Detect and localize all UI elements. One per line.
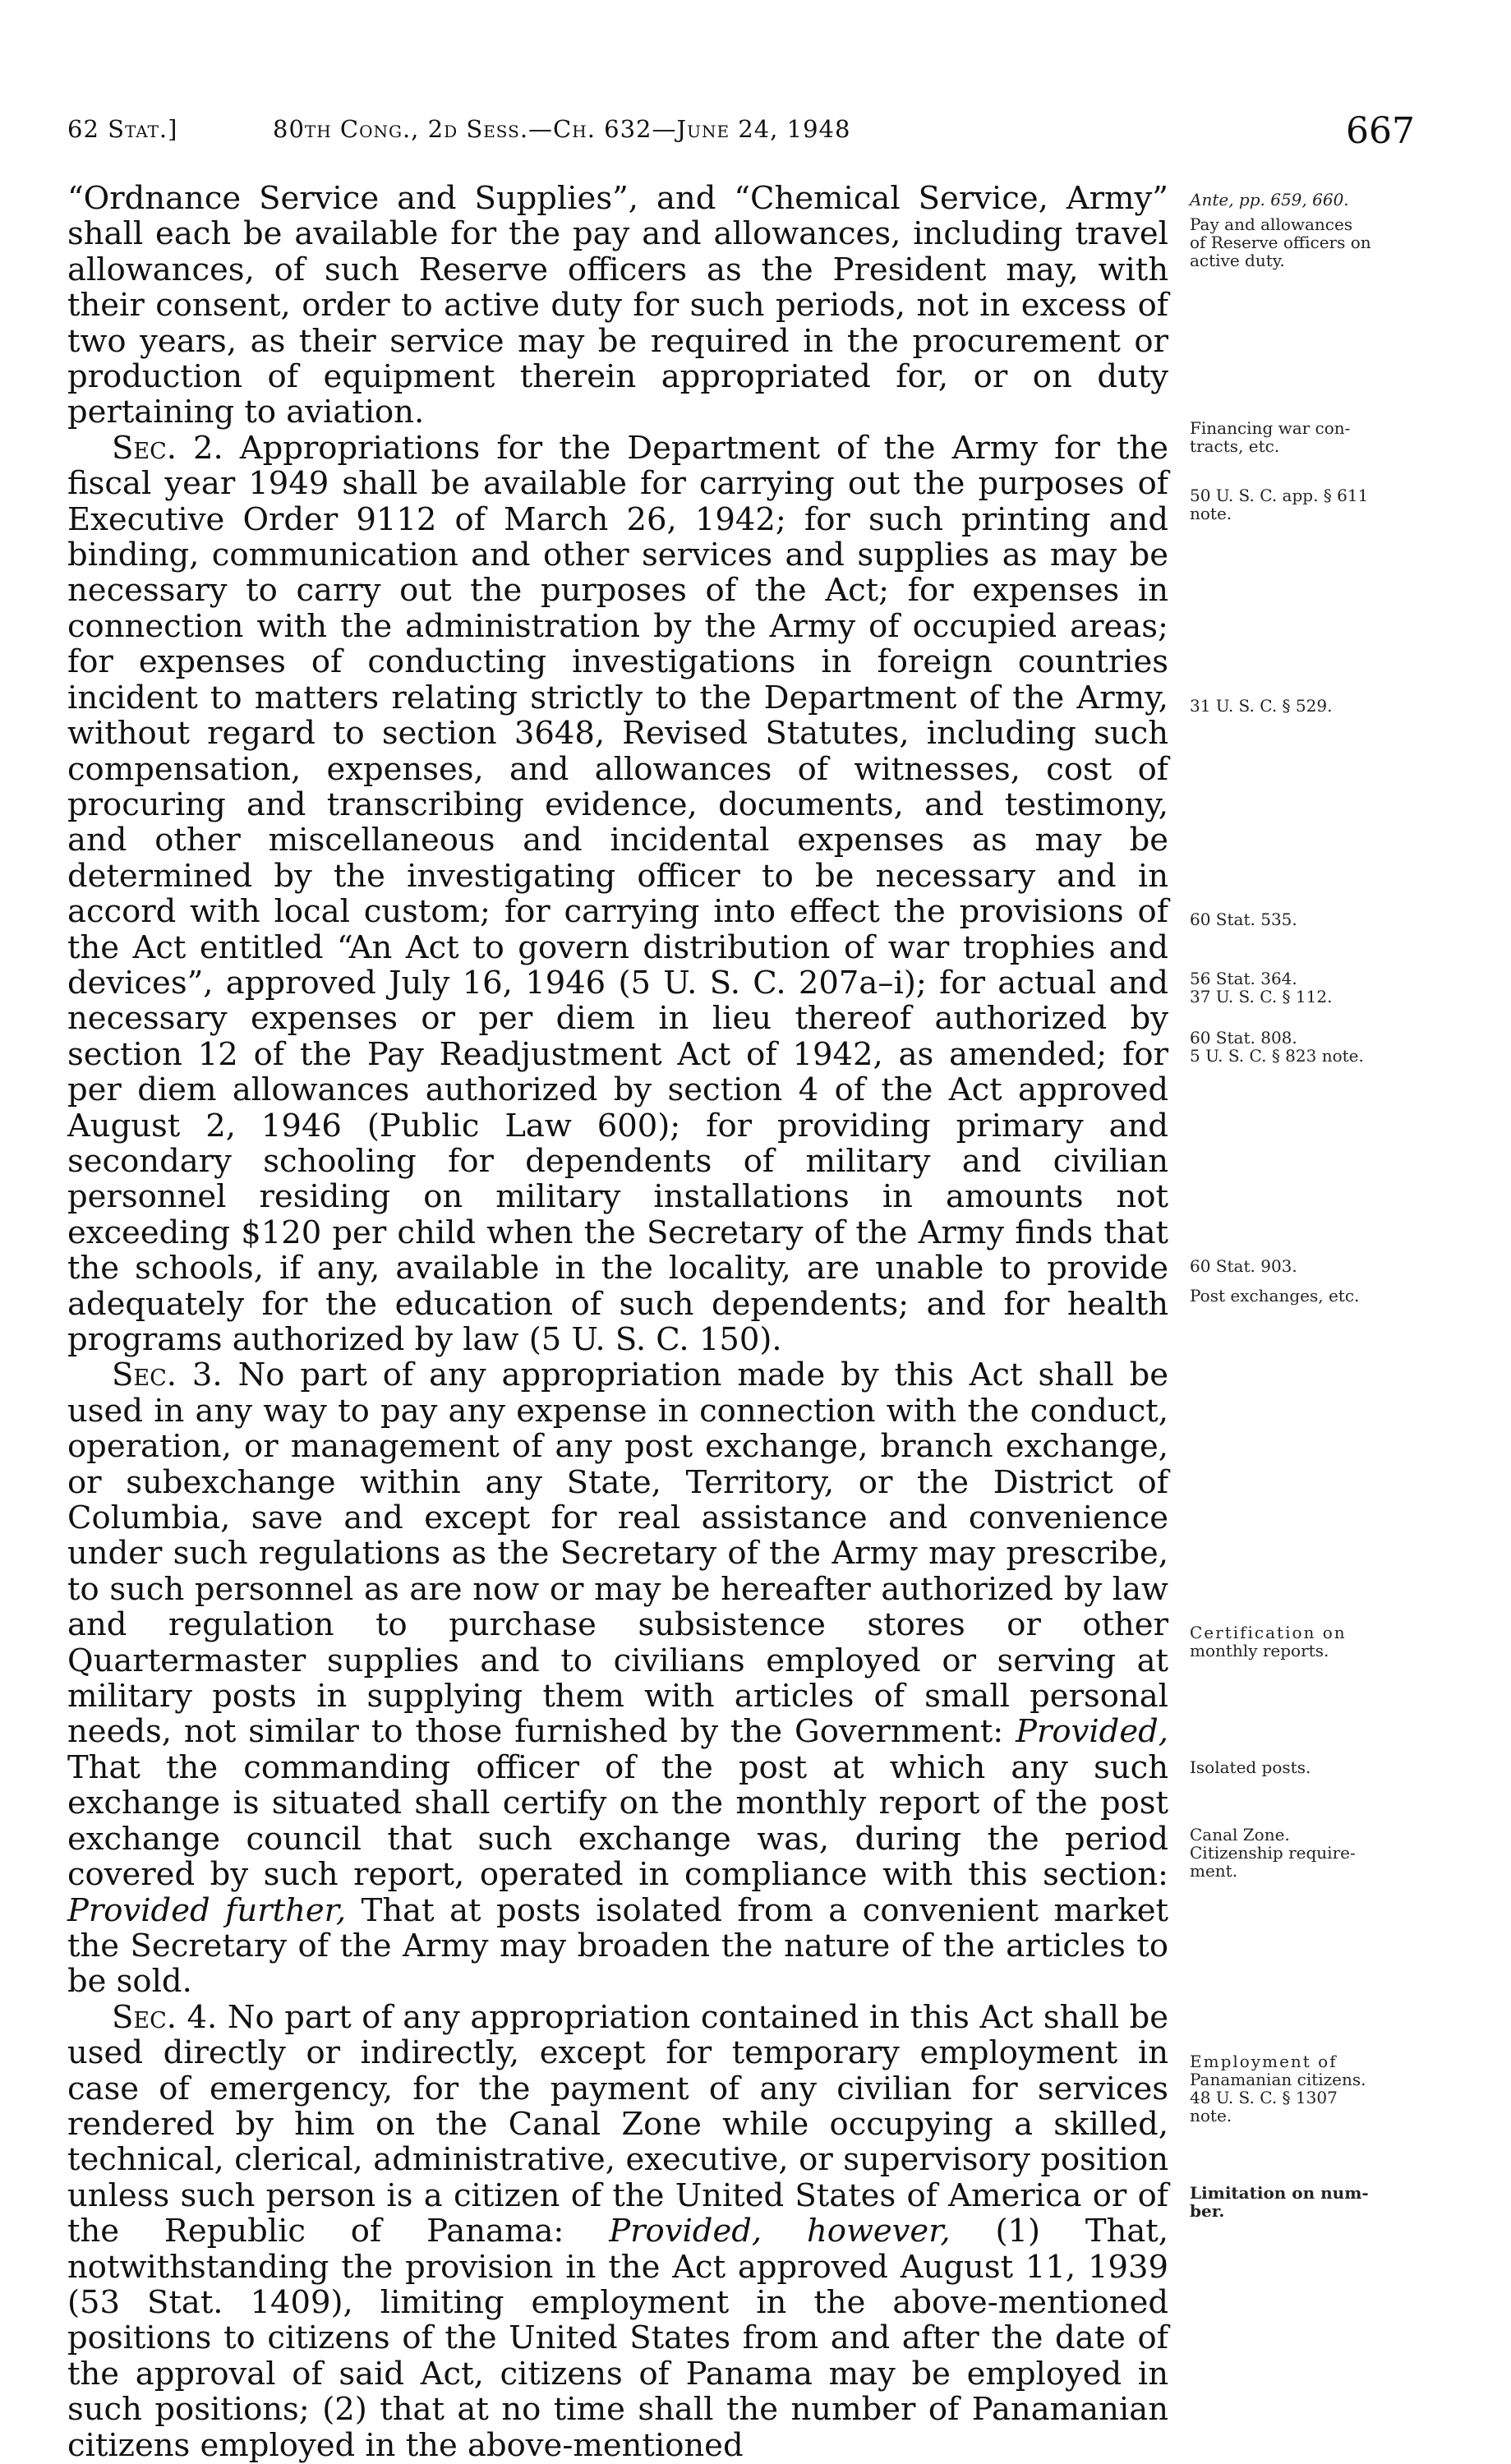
statute-reference: 62 Stat.] xyxy=(67,115,178,143)
note-line: 60 Stat. 808. xyxy=(1190,1028,1297,1048)
note-isolated-posts xyxy=(1190,1758,1453,1776)
page-number: 667 xyxy=(1346,110,1415,152)
section-text: No part of any appropriation contained in this Act shall be used directly or indirectly, except for temporary employment in case of emergency, for the payment of any civilian for services rendered by him on the Canal Zone while occupying a skilled, technical, clerical, administrative, executive, or supervisory position unless such person is a citizen of the United States of America or of the Republic of Panama: xyxy=(67,1998,1168,2250)
section-4 xyxy=(67,2000,1168,2463)
proviso-italic: Provided, xyxy=(1016,1713,1168,1751)
note-line: ber. xyxy=(1190,2201,1225,2221)
section-label: Sec. 3. xyxy=(112,1356,223,1394)
note-line: note. xyxy=(1190,2106,1232,2125)
section-label: Sec. 4. xyxy=(112,1998,218,2036)
note-canal-zone xyxy=(1190,1826,1453,1880)
note-line: Isolated posts. xyxy=(1190,1757,1311,1777)
note-60-stat-808 xyxy=(1190,1029,1453,1065)
page-header xyxy=(67,110,1415,156)
note-pay-allowances xyxy=(1190,215,1453,269)
note-line: Citizenship require- xyxy=(1190,1843,1356,1863)
note-line: Financing war con- xyxy=(1190,418,1351,438)
note-31-usc xyxy=(1190,697,1453,715)
section-text: (1) That, notwithstanding the provision in the Act approved August 11, 1939 (53 Stat. 1409), limiting employment in the above-mentioned positions to citizens of the United States from and after the date of the approval of said Act, citizens of Panama may be employed in such positions; (2) that at no time shall the number of Panamanian citizens employed in the above-mentioned xyxy=(67,2213,1168,2464)
proviso-italic: Provided further, xyxy=(67,1891,347,1929)
note-60-stat-903 xyxy=(1190,1257,1453,1275)
note-post-exchanges xyxy=(1190,1287,1453,1305)
note-line: Ante, pp. 659, 660. xyxy=(1190,190,1349,210)
paragraph-text: “Ordnance Service and Supplies”, and “Chemical Service, Army” shall each be available for the pay and allowances, including travel allowances, of such Reserve officers as the President may, with their consent, order to active duty for such periods, not in excess of two years, as their service may be required in the procurement or production of equipment therein appropriated for, or on duty pertaining to aviation. xyxy=(67,180,1168,431)
note-line: Certification on xyxy=(1190,1623,1347,1642)
note-line: 37 U. S. C. § 112. xyxy=(1190,987,1333,1006)
note-certification xyxy=(1190,1623,1453,1660)
note-line: 50 U. S. C. app. § 611 xyxy=(1190,486,1369,505)
note-line: Canal Zone. xyxy=(1190,1825,1290,1845)
section-text: No part of any appropriation made by this Act shall be used in any way to pay any expense in connection with the conduct, operation, or management of any post exchange, branch exchange, or subexchange within any State, Territory, or the District of Columbia, save and except for real assistance and convenience under such regulations as the Secretary of the Army may prescribe, to such personnel as are now or may be hereafter authorized by law and regulation to purchase subsistence stores or other Quartermaster supplies and to civilians employed or serving at military posts in supplying them with articles of small personal needs, not similar to those furnished by the Government: xyxy=(67,1356,1169,1751)
section-text: That at posts isolated from a convenient market the Secretary of the Army may broaden the nature of the articles to be sold. xyxy=(67,1891,1168,2001)
section-2 xyxy=(67,431,1168,1358)
proviso-italic: Provided, however, xyxy=(609,2213,951,2250)
note-limitation xyxy=(1190,2184,1453,2220)
session-chapter-title: 80th Cong., 2d Sess.—Ch. 632—June 24, 1948 xyxy=(273,115,851,143)
section-text: That the commanding officer of the post at which any such exchange is situated shall certify on the monthly report of the post exchange council that such exchange was, during the period covered by such report, operated in compliance with this section: xyxy=(67,1748,1168,1894)
note-56-stat xyxy=(1190,969,1453,1006)
note-line: Panamanian citizens. xyxy=(1190,2070,1366,2089)
note-line: 31 U. S. C. § 529. xyxy=(1190,696,1333,716)
note-line: 48 U. S. C. § 1307 xyxy=(1190,2088,1338,2107)
paragraph-ordnance xyxy=(67,181,1168,431)
note-line: 60 Stat. 535. xyxy=(1190,910,1297,929)
note-ante xyxy=(1190,191,1453,209)
note-line: Employment of xyxy=(1190,2052,1338,2071)
section-label: Sec. 2. xyxy=(112,429,223,467)
note-line: of Reserve officers on xyxy=(1190,233,1371,252)
note-line: tracts, etc. xyxy=(1190,436,1280,456)
note-line: active duty. xyxy=(1190,251,1285,270)
section-3 xyxy=(67,1357,1168,1999)
note-line: Pay and allowances xyxy=(1190,214,1353,234)
note-employment-panamanian xyxy=(1190,2052,1453,2125)
note-line: Post exchanges, etc. xyxy=(1190,1286,1360,1306)
note-line: monthly reports. xyxy=(1190,1641,1329,1660)
note-line: 60 Stat. 903. xyxy=(1190,1256,1297,1276)
note-60-stat-535 xyxy=(1190,910,1453,928)
note-50-usc xyxy=(1190,486,1453,523)
note-line: 5 U. S. C. § 823 note. xyxy=(1190,1046,1364,1066)
note-line: note. xyxy=(1190,504,1232,523)
note-line: 56 Stat. 364. xyxy=(1190,969,1297,988)
note-financing xyxy=(1190,419,1453,455)
main-text-column xyxy=(67,181,1168,2463)
note-line: ment. xyxy=(1190,1861,1238,1881)
section-text: Appropriations for the Department of the Army for the fiscal year 1949 shall be available for carrying out the purposes of Executive Order 9112 of March 26, 1942; for such printing and binding, communication and other services and supplies as may be necessary to carry out the purposes of the Act; for expenses in connection with the administration by the Army of occupied areas; for expenses of conducting investigations in foreign countries incident to matters relating strictly to the Department of the Army, without regard to section 3648, Revised Statutes, including such compensation, expenses, and allowances of witnesses, cost of procuring and transcribing evidence, documents, and testimony, and other miscellaneous and incidental expenses as may be determined by the investigating officer to be necessary and in accord with local custom; for carrying into effect the provisions of the Act entitled “An Act to govern distribution of war trophies and devices”, approved July 16, 1946 (5 U. S. C. 207a–i); for actual and necessary expenses or per diem in lieu thereof authorized by section 12 of the Pay Readjustment Act of 1942, as amended; for per diem allowances authorized by section 4 of the Act approved August 2, 1946 (Public Law 600); for providing primary and secondary schooling for dependents of military and civilian personnel residing on military installations in amounts not exceeding $120 per child when the Secretary of the Army finds that the schools, if any, available in the locality, are unable to provide adequately for the education of such dependents; and for health programs authorized by law (5 U. S. C. 150). xyxy=(67,429,1169,1358)
note-line: Limitation on num- xyxy=(1190,2183,1369,2203)
